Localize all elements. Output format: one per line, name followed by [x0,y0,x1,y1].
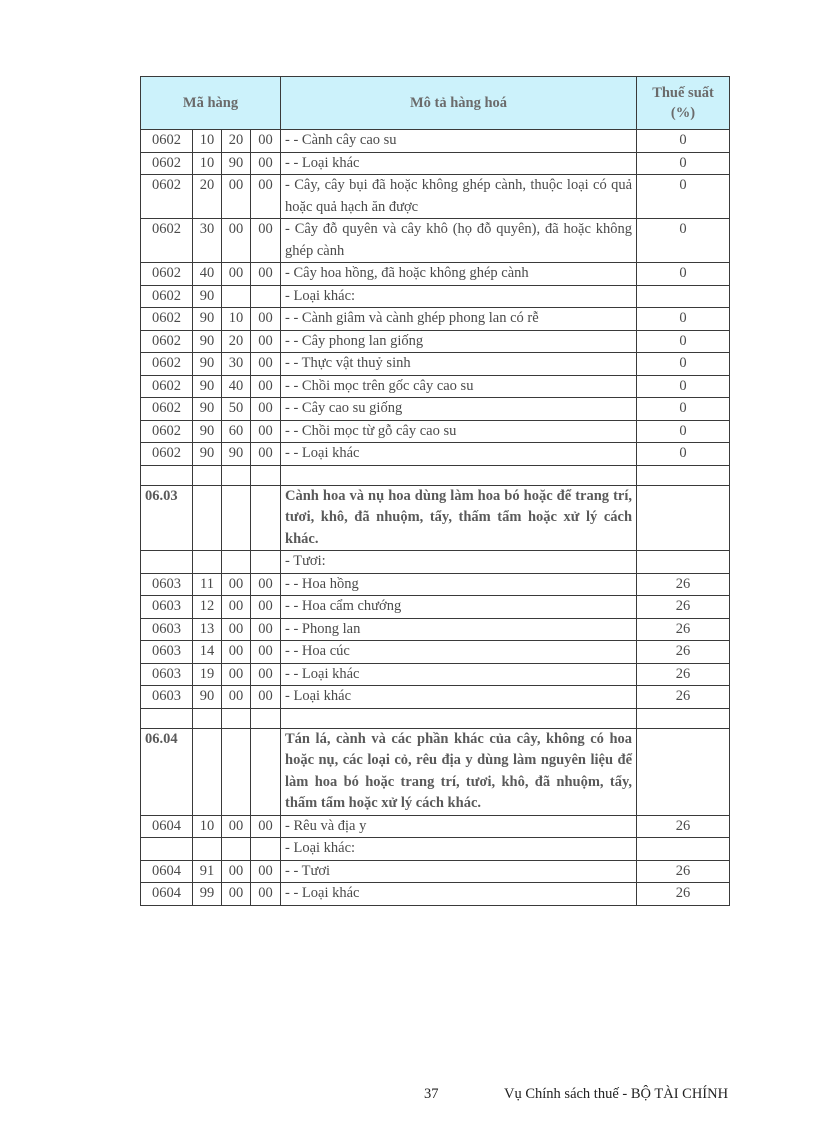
code-sub2: 10 [222,308,251,331]
code-chapter: 0602 [141,375,193,398]
code-sub3: 00 [251,219,281,263]
tax-rate: 0 [637,263,730,286]
code-chapter: 0602 [141,152,193,175]
code-sub3: 00 [251,420,281,443]
empty-cell [222,485,251,551]
empty-cell [222,465,251,485]
rate-column-header [637,77,730,130]
code-sub1: 13 [193,618,222,641]
heading-code: 06.04 [141,728,193,815]
code-sub1: 19 [193,663,222,686]
code-sub3: 00 [251,686,281,709]
code-sub3: 00 [251,618,281,641]
spacer-row [141,465,730,485]
item-description: - Tươi: [281,551,637,574]
item-description: - - Hoa cẩm chướng [281,596,637,619]
item-description: - Loại khác: [281,285,637,308]
code-sub3: 00 [251,152,281,175]
table-row [141,263,730,286]
tax-rate: 0 [637,330,730,353]
empty-cell [281,708,637,728]
item-description: - - Hoa hồng [281,573,637,596]
code-sub2: 90 [222,443,251,466]
code-sub3: 00 [251,663,281,686]
code-sub1: 90 [193,443,222,466]
empty-cell [193,485,222,551]
code-chapter: 0602 [141,175,193,219]
code-chapter: 0602 [141,263,193,286]
heading-description: Tán lá, cành và các phần khác của cây, không có hoa hoặc nụ, các loại cỏ, rêu địa y dùng làm nguyên liệu để làm hoa bó hoặc trang trí, tươi, khô, đã nhuộm, tẩy, thấm tẩm hoặc xử lý cách khác. [281,728,637,815]
table-row [141,219,730,263]
empty-cell [251,728,281,815]
item-description: - Cây hoa hồng, đã hoặc không ghép cành [281,263,637,286]
code-sub1: 91 [193,860,222,883]
tax-rate: 26 [637,860,730,883]
code-sub2: 00 [222,815,251,838]
code-sub1: 90 [193,420,222,443]
page-number: 37 [424,1086,439,1102]
description-column-header: Mô tả hàng hoá [281,77,637,130]
code-sub1: 90 [193,353,222,376]
code-sub3: 00 [251,883,281,906]
code-chapter: 0604 [141,815,193,838]
code-sub3: 00 [251,353,281,376]
code-sub2: 00 [222,883,251,906]
code-sub3: 00 [251,398,281,421]
item-description: - - Hoa cúc [281,641,637,664]
code-sub1: 90 [193,686,222,709]
tax-rate: 26 [637,618,730,641]
code-sub1: 12 [193,596,222,619]
item-description: - - Chồi mọc từ gỗ cây cao su [281,420,637,443]
code-chapter: 0603 [141,641,193,664]
code-sub3 [251,285,281,308]
item-description: - - Chồi mọc trên gốc cây cao su [281,375,637,398]
tax-rate: 0 [637,308,730,331]
code-sub2: 00 [222,686,251,709]
tax-rate: 26 [637,641,730,664]
table-row [141,838,730,861]
tax-rate [637,551,730,574]
empty-cell [637,708,730,728]
item-description: - - Cây phong lan giống [281,330,637,353]
table-row [141,551,730,574]
table-row [141,285,730,308]
code-sub1: 20 [193,175,222,219]
code-sub2: 00 [222,219,251,263]
table-row [141,443,730,466]
code-sub1: 99 [193,883,222,906]
code-chapter: 0604 [141,883,193,906]
code-sub2: 00 [222,596,251,619]
code-sub2: 20 [222,130,251,153]
empty-cell [251,465,281,485]
code-chapter: 0602 [141,308,193,331]
tax-rate: 0 [637,152,730,175]
code-chapter: 0603 [141,618,193,641]
code-sub2: 30 [222,353,251,376]
code-sub2: 60 [222,420,251,443]
code-sub1: 11 [193,573,222,596]
tariff-table [140,76,730,906]
code-sub3: 00 [251,308,281,331]
code-chapter: 0603 [141,663,193,686]
code-sub2: 00 [222,263,251,286]
code-sub2: 00 [222,641,251,664]
code-sub3: 00 [251,263,281,286]
code-chapter: 0602 [141,353,193,376]
footer-text: Vụ Chính sách thuế - BỘ TÀI CHÍNH [504,1086,729,1102]
item-description: - Loại khác: [281,838,637,861]
tax-rate: 0 [637,175,730,219]
code-chapter: 0602 [141,420,193,443]
empty-cell [193,708,222,728]
tax-rate: 26 [637,596,730,619]
rate-header-line2: (%) [670,105,696,121]
code-sub3 [251,838,281,861]
code-sub2: 00 [222,860,251,883]
code-sub3: 00 [251,375,281,398]
code-sub1: 90 [193,285,222,308]
code-sub3: 00 [251,573,281,596]
tax-rate: 26 [637,663,730,686]
item-description: - Cây đỗ quyên và cây khô (họ đỗ quyên), đã hoặc không ghép cành [281,219,637,263]
code-chapter: 0602 [141,398,193,421]
code-chapter [141,551,193,574]
code-sub1: 10 [193,152,222,175]
table-row [141,883,730,906]
code-sub2: 20 [222,330,251,353]
code-sub3: 00 [251,641,281,664]
heading-description: Cành hoa và nụ hoa dùng làm hoa bó hoặc để trang trí, tươi, khô, đã nhuộm, tẩy, thấm tẩm hoặc xử lý cách khác. [281,485,637,551]
code-chapter: 0603 [141,686,193,709]
empty-cell [141,708,193,728]
tax-rate: 26 [637,883,730,906]
code-chapter: 0604 [141,860,193,883]
code-sub1: 30 [193,219,222,263]
empty-cell [281,465,637,485]
code-sub1: 90 [193,375,222,398]
table-row [141,860,730,883]
item-description: - Rêu và địa y [281,815,637,838]
code-chapter [141,838,193,861]
tax-rate: 0 [637,443,730,466]
table-row [141,353,730,376]
item-description: - Loại khác [281,686,637,709]
code-sub2 [222,285,251,308]
code-sub2: 00 [222,663,251,686]
code-sub1: 90 [193,330,222,353]
item-description: - - Cành giâm và cành ghép phong lan có rễ [281,308,637,331]
empty-cell [222,708,251,728]
tax-rate: 26 [637,573,730,596]
item-description: - - Cây cao su giống [281,398,637,421]
code-sub2: 40 [222,375,251,398]
empty-cell [637,465,730,485]
table-row [141,308,730,331]
code-sub2 [222,838,251,861]
code-sub1: 90 [193,398,222,421]
tax-rate: 0 [637,375,730,398]
code-sub2: 90 [222,152,251,175]
code-sub1: 90 [193,308,222,331]
tax-rate: 0 [637,130,730,153]
code-sub1: 14 [193,641,222,664]
table-row [141,641,730,664]
table-row [141,175,730,219]
empty-cell [222,728,251,815]
code-sub2: 50 [222,398,251,421]
code-sub1: 10 [193,130,222,153]
code-chapter: 0603 [141,596,193,619]
table-row [141,375,730,398]
code-sub2: 00 [222,573,251,596]
code-sub2 [222,551,251,574]
tax-rate: 26 [637,815,730,838]
empty-cell [637,485,730,551]
code-sub1: 40 [193,263,222,286]
rate-header-line1: Thuế suất [652,85,714,101]
item-description: - - Phong lan [281,618,637,641]
empty-cell [251,708,281,728]
table-header-row [141,77,730,130]
item-description: - - Loại khác [281,443,637,466]
item-description: - - Loại khác [281,883,637,906]
code-sub3: 00 [251,596,281,619]
code-sub3: 00 [251,330,281,353]
item-description: - - Loại khác [281,663,637,686]
heading-row [141,485,730,551]
tax-rate: 0 [637,420,730,443]
table-row [141,596,730,619]
code-sub2: 00 [222,618,251,641]
heading-row [141,728,730,815]
code-chapter: 0602 [141,130,193,153]
code-sub1 [193,838,222,861]
code-sub3: 00 [251,443,281,466]
table-body [141,130,730,906]
item-description: - - Cành cây cao su [281,130,637,153]
spacer-row [141,708,730,728]
code-sub2: 00 [222,175,251,219]
code-sub3: 00 [251,815,281,838]
code-chapter: 0602 [141,443,193,466]
code-chapter: 0603 [141,573,193,596]
code-chapter: 0602 [141,285,193,308]
item-description: - - Tươi [281,860,637,883]
empty-cell [251,485,281,551]
code-sub3 [251,551,281,574]
table-row [141,573,730,596]
tax-rate [637,838,730,861]
table-row [141,398,730,421]
code-sub3: 00 [251,175,281,219]
table-row [141,130,730,153]
heading-code: 06.03 [141,485,193,551]
empty-cell [193,728,222,815]
table-row [141,663,730,686]
code-column-header: Mã hàng [141,77,281,130]
code-chapter: 0602 [141,219,193,263]
code-sub1: 10 [193,815,222,838]
table-row [141,152,730,175]
item-description: - Cây, cây bụi đã hoặc không ghép cành, thuộc loại có quả hoặc quả hạch ăn được [281,175,637,219]
item-description: - - Loại khác [281,152,637,175]
tax-rate: 0 [637,398,730,421]
code-sub3: 00 [251,860,281,883]
table-row [141,815,730,838]
table-row [141,420,730,443]
table-row [141,618,730,641]
item-description: - - Thực vật thuỷ sinh [281,353,637,376]
table-row [141,330,730,353]
table-row [141,686,730,709]
empty-cell [637,728,730,815]
code-chapter: 0602 [141,330,193,353]
tax-rate: 0 [637,219,730,263]
tax-rate: 0 [637,353,730,376]
code-sub1 [193,551,222,574]
tax-rate: 26 [637,686,730,709]
tax-rate [637,285,730,308]
code-sub3: 00 [251,130,281,153]
empty-cell [141,465,193,485]
empty-cell [193,465,222,485]
